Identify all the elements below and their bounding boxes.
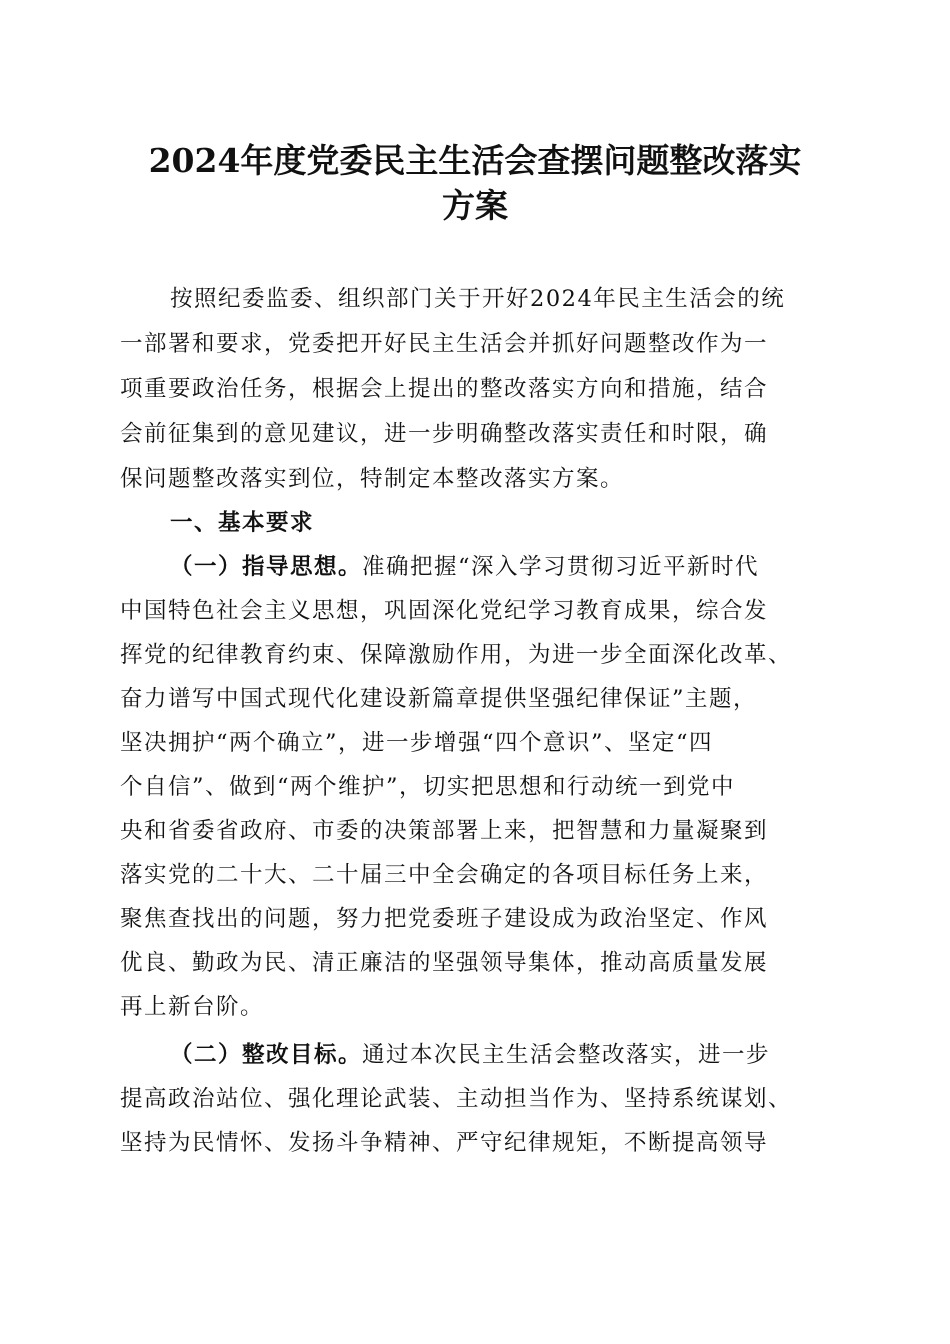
item2-line: 提高政治站位、强化理论武装、主动担当作为、坚持系统谋划、 bbox=[120, 1086, 793, 1112]
intro-line-2: 一部署和要求，党委把开好民主生活会并抓好问题整改作为一 bbox=[120, 331, 769, 357]
item2-lead: （二）整改目标。 bbox=[170, 1042, 363, 1068]
document-title-line-1: 2024年度党委民主生活会查摆问题整改落实 bbox=[148, 141, 802, 180]
item1-first-rest: 准确把握“深入学习贯彻习近平新时代 bbox=[362, 554, 760, 580]
intro-line-3: 项重要政治任务，根据会上提出的整改落实方向和措施，结合 bbox=[120, 376, 769, 402]
intro-line-1: 按照纪委监委、组织部门关于开好2024年民主生活会的统 bbox=[170, 286, 786, 312]
item1-line: 奋力谱写中国式现代化建设新篇章提供坚强纪律保证”主题， bbox=[120, 686, 758, 712]
item1-line: 优良、勤政为民、清正廉洁的坚强领导集体，推动高质量发展 bbox=[120, 950, 769, 976]
intro-line-4: 会前征集到的意见建议，进一步明确整改落实责任和时限，确 bbox=[120, 421, 769, 447]
item2-first-line bbox=[170, 1040, 770, 1070]
document-title-line-2: 方案 bbox=[442, 186, 508, 225]
item1-line: 中国特色社会主义思想，巩固深化党纪学习教育成果，综合发 bbox=[120, 598, 769, 624]
item1-first-line bbox=[170, 552, 759, 582]
item1-line: 再上新台阶。 bbox=[120, 994, 265, 1020]
item1-lead: （一）指导思想。 bbox=[170, 554, 363, 580]
item2-first-rest: 通过本次民主生活会整改落实，进一步 bbox=[362, 1042, 771, 1068]
item1-line: 个自信”、做到“两个维护”，切实把思想和行动统一到党中 bbox=[120, 774, 736, 800]
item1-line: 坚决拥护“两个确立”，进一步增强“四个意识”、坚定“四 bbox=[120, 730, 714, 756]
item1-line: 落实党的二十大、二十届三中全会确定的各项目标任务上来， bbox=[120, 862, 769, 888]
item2-line: 坚持为民情怀、发扬斗争精神、严守纪律规矩，不断提高领导 bbox=[120, 1130, 769, 1156]
item1-line: 央和省委省政府、市委的决策部署上来，把智慧和力量凝聚到 bbox=[120, 818, 769, 844]
item1-line: 挥党的纪律教育约束、保障激励作用，为进一步全面深化改革、 bbox=[120, 642, 793, 668]
intro-line-5: 保问题整改落实到位，特制定本整改落实方案。 bbox=[120, 466, 625, 492]
item1-line: 聚焦查找出的问题，努力把党委班子建设成为政治坚定、作风 bbox=[120, 906, 769, 932]
section-heading-basic-requirements: 一、基本要求 bbox=[170, 510, 315, 536]
